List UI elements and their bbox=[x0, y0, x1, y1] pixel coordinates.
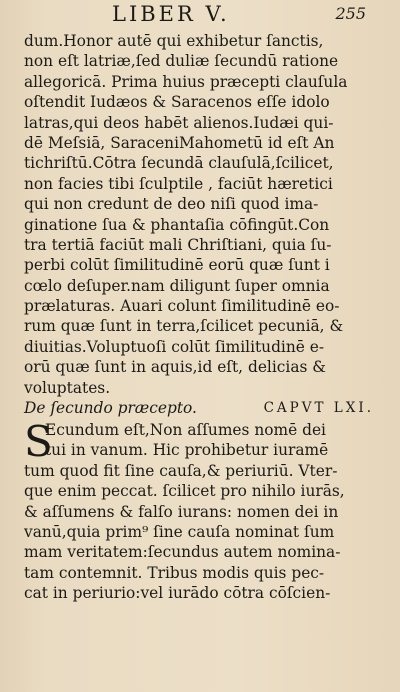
text-line: prælaturas. Auari colunt ſimilitudinē eo- bbox=[24, 297, 340, 316]
text-line: non eſt latriæ,ſed duliæ ſecundū ratione bbox=[24, 52, 339, 71]
text-line: rum quæ ſunt in terra,ſcilicet pecuniā, & bbox=[24, 317, 344, 336]
drop-cap: S bbox=[24, 417, 53, 467]
drop-cap-paragraph bbox=[24, 417, 374, 467]
text-block bbox=[24, 31, 374, 604]
text-line: & aſſumens & falſo iurans: nomen dei in bbox=[24, 502, 339, 521]
text-line: tra tertiā faciūt mali Chriſtiani, quia ſu- bbox=[24, 235, 332, 254]
text-line: Ecundum eſt,Non aſſumes nomē dei bbox=[45, 421, 326, 440]
text-line: dē Meſsiā, SaraceniMahometū id eſt An bbox=[24, 133, 335, 152]
page-number: 255 bbox=[335, 4, 366, 23]
chapter-label: CAPVT LXI. bbox=[263, 400, 374, 417]
text-line: dum.Honor autē qui exhibetur ſanctis, bbox=[24, 32, 324, 50]
text-line: voluptates. bbox=[24, 378, 111, 397]
text-line: tam contemnit. Tribus modis quis pec- bbox=[24, 563, 325, 582]
text-line: cœlo deſuper.nam diligunt ſuper omnia bbox=[24, 276, 330, 295]
text-line: tui in vanum. Hic prohibetur iuramē bbox=[45, 441, 329, 460]
text-line: ginatione ſua & phantaſia cōfingūt.Con bbox=[24, 215, 330, 234]
text-line: non facies tibi ſculptile , faciūt hæretici bbox=[24, 174, 333, 193]
text-line: cat in periurio:vel iurādo cōtra cōſcien- bbox=[24, 584, 331, 603]
text-line: vanū,quia prim⁹ ſine cauſa nominat ſum bbox=[24, 522, 335, 541]
text-line: perbi colūt ſimilitudinē eorū quæ ſunt i bbox=[24, 256, 330, 275]
section-heading bbox=[24, 398, 374, 420]
text-line: allegoricā. Prima huius præcepti clauſula bbox=[24, 72, 348, 91]
text-line: que enim peccat. ſcilicet pro nihilo iurās, bbox=[24, 482, 345, 501]
text-line: qui non credunt de deo niſi quod ima- bbox=[24, 195, 319, 214]
text-line: tichriſtū.Cōtra ſecundā clauſulā,ſcilicet, bbox=[24, 154, 334, 173]
text-line: latras,qui deos habēt alienos.Iudæi qui- bbox=[24, 113, 334, 132]
running-head: LIBER V. bbox=[112, 2, 230, 26]
page-header bbox=[0, 2, 400, 28]
section-title: De ſecundo præcepto. bbox=[24, 399, 197, 418]
text-line: orū quæ ſunt in aquis,id eſt, delicias & bbox=[24, 358, 326, 377]
text-line: oſtendit Iudæos & Saracenos eſſe idolo bbox=[24, 93, 330, 112]
text-line: tum quod fit ſine cauſa,& periuriū. Vter- bbox=[24, 461, 338, 480]
text-line: mam veritatem:ſecundus autem nomina- bbox=[24, 543, 341, 562]
text-line: diuitias.Voluptuoſi colūt ſimilitudinē e- bbox=[24, 337, 325, 356]
